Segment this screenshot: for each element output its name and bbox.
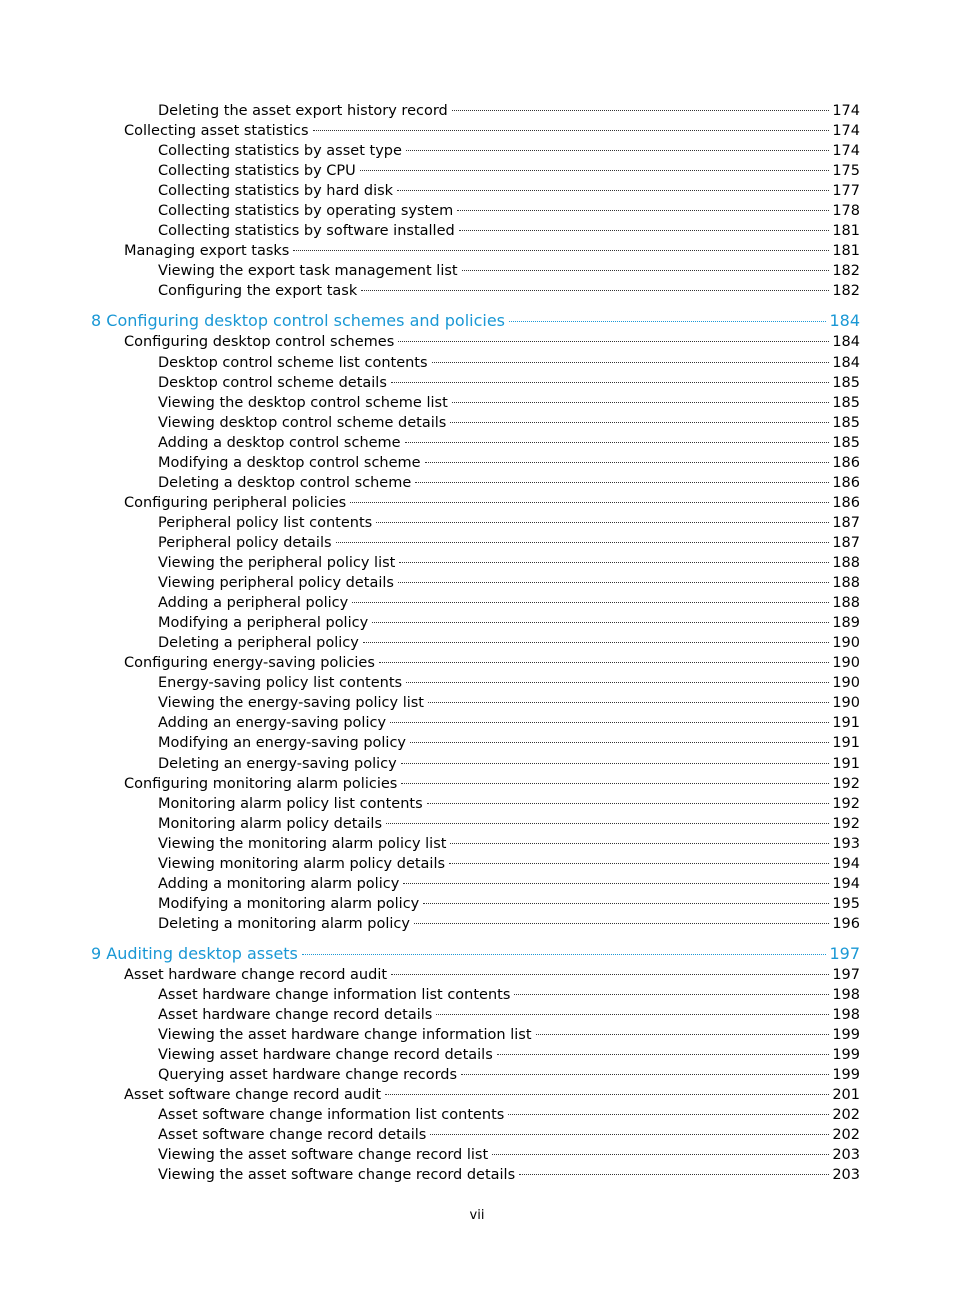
toc-entry-title: Modifying an energy-saving policy [158, 735, 407, 752]
toc-entry-title: Adding a desktop control scheme [158, 434, 401, 451]
toc-entry-title: Deleting a peripheral policy [158, 635, 359, 652]
toc-dot-leader [360, 170, 830, 171]
toc-dot-leader [461, 1074, 829, 1075]
toc-dot-leader [410, 742, 829, 743]
toc-entry-page: 182 [832, 263, 860, 280]
toc-dot-leader [390, 722, 829, 723]
toc-dot-leader [399, 562, 829, 563]
toc-entry-title: Asset hardware change information list contents [158, 986, 511, 1003]
toc-subsection-entry[interactable] [158, 513, 860, 533]
toc-dot-leader [363, 642, 829, 643]
toc-subsection-entry[interactable] [158, 613, 860, 633]
toc-dot-leader [450, 843, 829, 844]
toc-subsection-entry[interactable] [158, 473, 860, 493]
toc-entry-page: 185 [832, 434, 860, 451]
toc-dot-leader [449, 863, 829, 864]
toc-dot-leader [336, 542, 830, 543]
toc-subsection-entry[interactable] [158, 101, 860, 121]
toc-entry-title: Energy-saving policy list contents [158, 675, 403, 692]
toc-dot-leader [406, 150, 829, 151]
toc-entry-page: 174 [832, 123, 860, 140]
toc-subsection-entry[interactable] [158, 1165, 860, 1185]
toc-dot-leader [406, 682, 829, 683]
toc-entry-title: Viewing the desktop control scheme list [158, 394, 448, 411]
toc-entry-page: 199 [832, 1067, 860, 1084]
toc-dot-leader [452, 402, 830, 403]
toc-dot-leader [415, 482, 829, 483]
toc-subsection-entry[interactable] [158, 673, 860, 693]
toc-entry-title: Collecting asset statistics [124, 123, 309, 140]
toc-entry-page: 184 [832, 354, 860, 371]
toc-entry-title: Managing export tasks [124, 243, 290, 260]
toc-entry-title: Peripheral policy list contents [158, 514, 373, 531]
toc-subsection-entry[interactable] [158, 221, 860, 241]
toc-subsection-entry[interactable] [158, 373, 860, 393]
toc-subsection-entry[interactable] [158, 201, 860, 221]
toc-entry-title: Configuring desktop control schemes [124, 334, 395, 351]
toc-entry-page: 181 [832, 223, 860, 240]
toc-subsection-entry[interactable] [158, 894, 860, 914]
toc-entry-title: Viewing the asset hardware change information list [158, 1027, 532, 1044]
toc-subsection-entry[interactable] [158, 181, 860, 201]
toc-entry-page: 189 [832, 615, 860, 632]
toc-section-entry[interactable] [124, 493, 860, 513]
toc-subsection-entry[interactable] [158, 874, 860, 894]
toc-entry-page: 191 [832, 755, 860, 772]
toc-section-entry[interactable] [124, 653, 860, 673]
toc-dot-leader [423, 903, 829, 904]
toc-entry-page: 185 [832, 374, 860, 391]
toc-entry-page: 186 [832, 494, 860, 511]
toc-entry-title: Collecting statistics by asset type [158, 143, 402, 160]
toc-entry-title: Asset software change record audit [124, 1087, 382, 1104]
toc-dot-leader [379, 662, 829, 663]
toc-dot-leader [405, 442, 830, 443]
toc-subsection-entry[interactable] [158, 141, 860, 161]
toc-subsection-entry[interactable] [158, 161, 860, 181]
toc-dot-leader [401, 783, 829, 784]
toc-entry-page: 192 [832, 775, 860, 792]
toc-entry-title: Configuring peripheral policies [124, 494, 347, 511]
toc-entry-page: 182 [832, 283, 860, 300]
toc-subsection-entry[interactable] [158, 281, 860, 301]
toc-entry-title: Viewing the monitoring alarm policy list [158, 835, 447, 852]
toc-subsection-entry[interactable] [158, 1105, 860, 1125]
toc-subsection-entry[interactable] [158, 453, 860, 473]
toc-subsection-entry[interactable] [158, 593, 860, 613]
toc-dot-leader [386, 823, 829, 824]
toc-subsection-entry[interactable] [158, 713, 860, 733]
toc-entry-title: Viewing monitoring alarm policy details [158, 855, 446, 872]
toc-chapter-entry[interactable] [91, 311, 860, 331]
toc-subsection-entry[interactable] [158, 854, 860, 874]
toc-subsection-entry[interactable] [158, 1045, 860, 1065]
toc-entry-page: 187 [832, 534, 860, 551]
toc-entry-page: 190 [832, 695, 860, 712]
toc-entry-title: Asset software change information list contents [158, 1107, 505, 1124]
toc-entry-page: 187 [832, 514, 860, 531]
toc-dot-leader [361, 290, 829, 291]
toc-entry-title: Configuring monitoring alarm policies [124, 775, 398, 792]
toc-dot-leader [450, 422, 829, 423]
toc-entry-page: 199 [832, 1047, 860, 1064]
toc-entry-page: 175 [832, 163, 860, 180]
toc-entry-page: 201 [832, 1087, 860, 1104]
toc-entry-page: 185 [832, 394, 860, 411]
toc-section-entry[interactable] [124, 121, 860, 141]
toc-subsection-entry[interactable] [158, 914, 860, 934]
toc-dot-leader [352, 602, 829, 603]
toc-section-entry[interactable] [124, 332, 860, 352]
toc-subsection-entry[interactable] [158, 693, 860, 713]
toc-entry-page: 198 [832, 1007, 860, 1023]
toc-dot-leader [398, 341, 829, 342]
toc-entry-page: 202 [832, 1107, 860, 1124]
toc-entry-title: Peripheral policy details [158, 534, 332, 551]
toc-entry-page: 198 [832, 986, 860, 1003]
toc-entry-title: Collecting statistics by CPU [158, 163, 356, 180]
toc-entry-title: Viewing desktop control scheme details [158, 414, 447, 431]
toc-subsection-entry[interactable] [158, 1125, 860, 1145]
toc-section-entry[interactable] [124, 774, 860, 794]
toc-entry-page: 191 [832, 735, 860, 752]
toc-dot-leader [414, 923, 829, 924]
toc-entry-title: Viewing peripheral policy details [158, 575, 394, 592]
toc-entry-page: 186 [832, 454, 860, 471]
toc-subsection-entry[interactable] [158, 1145, 860, 1165]
toc-entry-page: 191 [832, 715, 860, 732]
toc-entry-page: 188 [832, 555, 860, 571]
toc-dot-leader [508, 1114, 829, 1115]
toc-subsection-entry[interactable] [158, 1065, 860, 1085]
toc-dot-leader [350, 502, 829, 503]
toc-entry-page: 197 [832, 966, 860, 983]
toc-dot-leader [462, 270, 830, 271]
toc-entry-title: Adding a peripheral policy [158, 595, 349, 612]
toc-entry-page: 203 [832, 1167, 860, 1184]
toc-subsection-entry[interactable] [158, 754, 860, 774]
toc-dot-leader [385, 1094, 829, 1095]
toc-entry-page: 174 [832, 143, 860, 160]
page-number: vii [469, 1208, 485, 1223]
toc-entry-title: Configuring the export task [158, 283, 358, 300]
toc-entry-title: Viewing asset hardware change record details [158, 1047, 493, 1064]
toc-subsection-entry[interactable] [158, 814, 860, 834]
toc-entry-title: Viewing the peripheral policy list [158, 555, 396, 571]
toc-dot-leader [457, 210, 829, 211]
toc-entry-page: 202 [832, 1127, 860, 1144]
toc-dot-leader [452, 110, 830, 111]
toc-chapter-entry[interactable] [91, 944, 860, 964]
toc-entry-page: 174 [832, 103, 860, 119]
toc-dot-leader [293, 250, 829, 251]
toc-subsection-entry[interactable] [158, 261, 860, 281]
toc-entry-page: 185 [832, 414, 860, 431]
toc-entry-title: Asset hardware change record details [158, 1007, 433, 1023]
toc-entry-page: 196 [832, 915, 860, 932]
toc-entry-page: 184 [829, 311, 860, 331]
toc-subsection-entry[interactable] [158, 353, 860, 373]
toc-entry-title: Adding a monitoring alarm policy [158, 875, 400, 892]
toc-dot-leader [403, 883, 829, 884]
toc-entry-page: 177 [832, 183, 860, 200]
toc-dot-leader [492, 1154, 829, 1155]
toc-entry-title: Viewing the asset software change record details [158, 1167, 516, 1184]
toc-entry-page: 199 [832, 1027, 860, 1044]
toc-dot-leader [459, 230, 830, 231]
toc-dot-leader [427, 803, 830, 804]
toc-entry-page: 192 [832, 795, 860, 812]
toc-subsection-entry[interactable] [158, 1005, 860, 1025]
toc-dot-leader [519, 1174, 829, 1175]
toc-subsection-entry[interactable] [158, 633, 860, 653]
toc-subsection-entry[interactable] [158, 553, 860, 573]
toc-subsection-entry[interactable] [158, 794, 860, 814]
toc-dot-leader [397, 190, 829, 191]
toc-dot-leader [401, 763, 830, 764]
toc-entry-title: 9 Auditing desktop assets [91, 943, 298, 963]
toc-entry-title: Deleting a monitoring alarm policy [158, 915, 410, 932]
toc-entry-page: 203 [832, 1147, 860, 1164]
toc-entry-title: Asset hardware change record audit [124, 966, 388, 983]
toc-entry-page: 181 [832, 243, 860, 260]
toc-entry-page: 184 [832, 334, 860, 351]
toc-entry-title: Desktop control scheme details [158, 374, 387, 391]
toc-entry-title: Monitoring alarm policy list contents [158, 795, 423, 812]
toc-entry-title: Adding an energy-saving policy [158, 715, 387, 732]
toc-entry-page: 178 [832, 203, 860, 220]
toc-dot-leader [372, 622, 829, 623]
toc-subsection-entry[interactable] [158, 433, 860, 453]
toc-entry-title: Collecting statistics by software installed [158, 223, 455, 240]
toc-entry-title: Modifying a peripheral policy [158, 615, 369, 632]
toc-subsection-entry[interactable] [158, 413, 860, 433]
toc-entry-page: 190 [832, 675, 860, 692]
toc-entry-page: 197 [829, 943, 860, 963]
toc-dot-leader [536, 1034, 830, 1035]
toc-entry-page: 188 [832, 595, 860, 612]
toc-dot-leader [432, 362, 830, 363]
toc-entry-title: Querying asset hardware change records [158, 1067, 458, 1084]
toc-entry-title: Modifying a monitoring alarm policy [158, 895, 420, 912]
toc-dot-leader [509, 321, 826, 322]
toc-entry-page: 190 [832, 635, 860, 652]
toc-subsection-entry[interactable] [158, 533, 860, 553]
toc-dot-leader [313, 130, 830, 131]
toc-entry-title: Monitoring alarm policy details [158, 815, 382, 832]
toc-entry-page: 194 [832, 875, 860, 892]
toc-entry-page: 194 [832, 855, 860, 872]
toc-entry-title: Collecting statistics by hard disk [158, 183, 394, 200]
toc-entry-page: 190 [832, 655, 860, 672]
toc-entry-page: 193 [832, 835, 860, 852]
toc-dot-leader [391, 974, 829, 975]
toc-entry-title: Asset software change record details [158, 1127, 427, 1144]
toc-entry-page: 192 [832, 815, 860, 832]
toc-subsection-entry[interactable] [158, 733, 860, 753]
toc-subsection-entry[interactable] [158, 573, 860, 593]
toc-entry-title: Collecting statistics by operating system [158, 203, 454, 220]
toc-subsection-entry[interactable] [158, 834, 860, 854]
toc-dot-leader [425, 462, 830, 463]
toc-entry-title: Viewing the asset software change record list [158, 1147, 489, 1164]
toc-entry-title: Deleting the asset export history record [158, 103, 448, 119]
toc-dot-leader [302, 954, 827, 955]
toc-section-entry[interactable] [124, 1085, 860, 1105]
toc-dot-leader [497, 1054, 830, 1055]
toc-dot-leader [514, 994, 829, 995]
toc-entry-title: Viewing the export task management list [158, 263, 458, 280]
toc-dot-leader [376, 522, 829, 523]
toc-dot-leader [430, 1134, 829, 1135]
toc-entry-title: Viewing the energy-saving policy list [158, 695, 424, 712]
toc-dot-leader [436, 1014, 829, 1015]
toc-dot-leader [391, 382, 829, 383]
toc-entry-title: Deleting a desktop control scheme [158, 474, 412, 491]
toc-dot-leader [428, 702, 829, 703]
toc-entry-title: Modifying a desktop control scheme [158, 454, 421, 471]
toc-entry-title: 8 Configuring desktop control schemes and policies [91, 311, 506, 331]
toc-entry-page: 186 [832, 474, 860, 491]
toc-entry-page: 195 [832, 895, 860, 912]
toc-section-entry[interactable] [124, 965, 860, 985]
toc-section-entry[interactable] [124, 241, 860, 261]
toc-dot-leader [398, 582, 829, 583]
toc-subsection-entry[interactable] [158, 985, 860, 1005]
toc-entry-title: Configuring energy-saving policies [124, 655, 375, 672]
toc-subsection-entry[interactable] [158, 1025, 860, 1045]
toc-entry-title: Desktop control scheme list contents [158, 354, 428, 371]
toc-entry-page: 188 [832, 575, 860, 592]
toc-entry-title: Deleting an energy-saving policy [158, 755, 397, 772]
toc-subsection-entry[interactable] [158, 393, 860, 413]
